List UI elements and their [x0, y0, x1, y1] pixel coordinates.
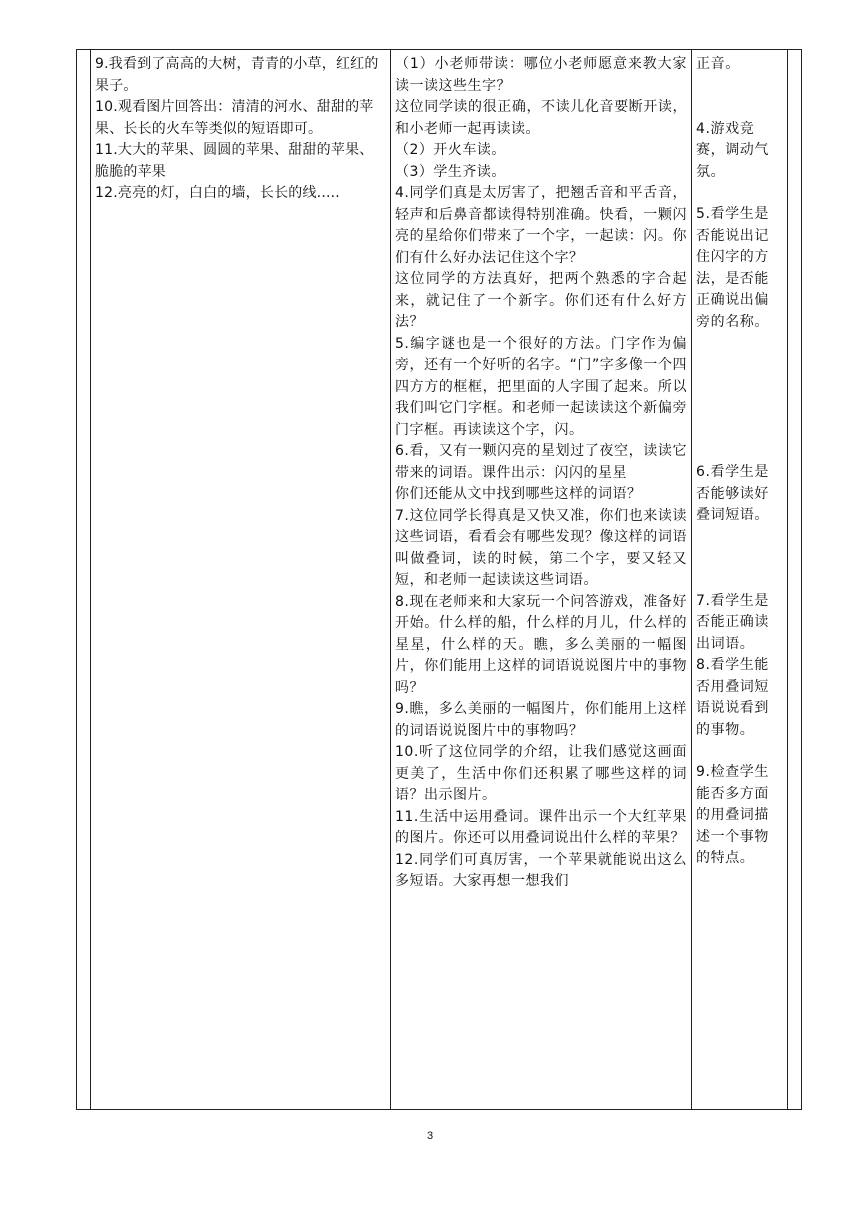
- student-answer-10: 10.观看图片回答出：清清的河水、甜甜的苹果、长长的火车等类似的短语即可。: [95, 99, 374, 137]
- intent-note-pronunciation: 正音。: [696, 56, 740, 72]
- teacher-step-6: 6.看，又有一颗闪亮的星划过了夜空，读读它带来的词语。课件出示：闪闪的星星: [395, 443, 687, 481]
- teacher-step-3: （3）学生齐读。: [395, 163, 506, 180]
- intent-note-7: 7.看学生是否能正确读出词语。: [696, 592, 769, 652]
- teacher-step-8: 8.现在老师来和大家玩一个问答游戏，准备好开始。什么样的船，什么样的月儿，什么样的星星，什么样的天。瞧，多么美丽的一幅图片，你们能用上这样的词语说说图片中的事物吗？: [395, 593, 687, 696]
- table-left-margin: [77, 50, 91, 1110]
- teacher-step-10: 10.听了这位同学的介绍，让我们感觉这画面更美了，生活中你们还积累了哪些这样的词语？出示图片。: [395, 744, 687, 803]
- teacher-step-4: 4.同学们真是太厉害了，把翘舌音和平舌音，轻声和后鼻音都读得特别准确。快看，一颗闪亮的星给你们带来了一个字，一起读：闪。你们有什么好办法记住这个字？: [395, 185, 687, 266]
- teacher-step-6-followup: 你们还能从文中找到哪些这样的词语？: [395, 486, 642, 502]
- intent-note-8: 8.看学生能否用叠词短语说说看到的事物。: [696, 657, 769, 738]
- student-answer-12: 12.亮亮的灯，白白的墙，长长的线.....: [95, 185, 340, 201]
- table-right-margin: [788, 50, 802, 1110]
- student-answer-9: 9.我看到了高高的大树，青青的小草，红红的果子。: [95, 56, 379, 94]
- intent-note-6: 6.看学生是否能够读好叠词短语。: [696, 464, 769, 523]
- teacher-step-4-followup: 这位同学的方法真好，把两个熟悉的字合起来，就记住了一个新字。你们还有什么好方法？: [395, 271, 687, 330]
- teacher-activity-column: [391, 50, 692, 1110]
- teacher-step-2: （2）开火车读。: [395, 142, 506, 158]
- teacher-step-1: （1）小老师带读：哪位小老师愿意来教大家读一读这些生字？: [395, 56, 687, 94]
- table-row: [77, 50, 802, 1110]
- teacher-step-12: 12.同学们可真厉害，一个苹果就能说出这么多短语。大家再想一想我们: [395, 851, 687, 889]
- teacher-step-7: 7.这位同学长得真是又快又准，你们也来读读这些词语，看看会有哪些发现？像这样的词语叫做叠词，读的时候，第二个字，要又轻又短，和老师一起读读这些词语。: [395, 507, 687, 588]
- intent-note-9: 9.检查学生能否多方面的用叠词描述一个事物的特点。: [696, 764, 769, 866]
- teacher-step-9: 9.瞧，多么美丽的一幅图片，你们能用上这样的词语说说图片中的事物吗？: [395, 701, 687, 739]
- intent-note-5: 5.看学生是否能说出记住闪字的方法，是否能正确说出偏旁的名称。: [696, 206, 769, 330]
- student-answer-11: 11.大大的苹果、圆圆的苹果、甜甜的苹果、脆脆的苹果: [95, 142, 374, 180]
- design-intent-column: [692, 50, 788, 1110]
- teacher-step-11: 11.生活中运用叠词。课件出示一个大红苹果的图片。你还可以用叠词说出什么样的苹果？: [395, 808, 687, 846]
- teacher-step-1-followup: 这位同学读的很正确，不读儿化音要断开读，和小老师一起再读读。: [395, 99, 687, 137]
- teacher-step-5: 5.编字谜也是一个很好的方法。门字作为偏旁，还有一个好听的名字。“门”字多像一个四四方方的框框，把里面的人字围了起来。所以我们叫它门字框。和老师一起读读这个新偏旁门字框。再读读这个字，闪。: [395, 335, 687, 438]
- student-activity-column: [91, 50, 391, 1110]
- lesson-plan-table: [76, 49, 802, 1110]
- intent-note-4: 4.游戏竞赛，调动气氛。: [696, 120, 769, 180]
- page-number: 3: [426, 1130, 434, 1142]
